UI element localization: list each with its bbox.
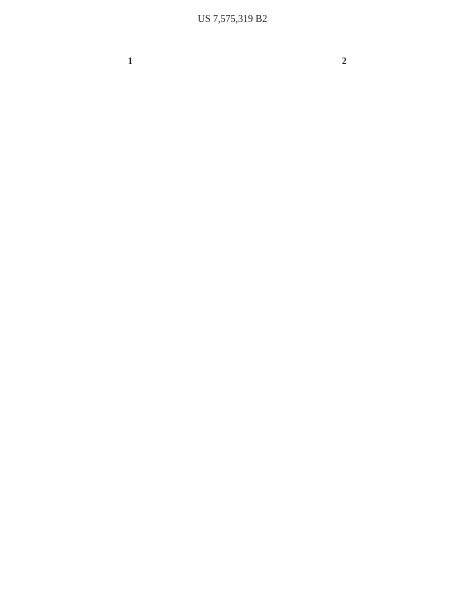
patent-number: US 7,575,319 B2 <box>197 14 268 25</box>
right-column-number: 2 <box>342 56 347 66</box>
left-column-number: 1 <box>128 56 133 66</box>
